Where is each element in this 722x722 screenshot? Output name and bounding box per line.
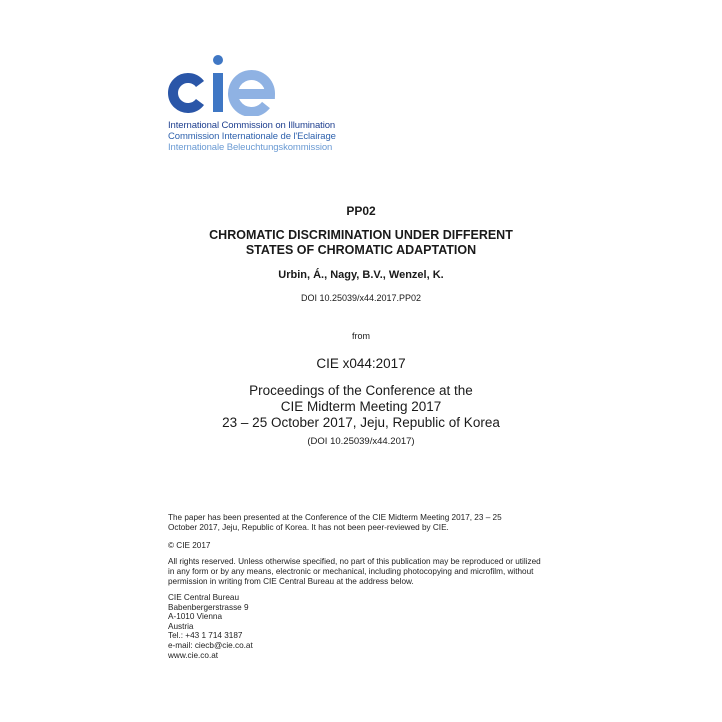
rights-statement-line-1: All rights reserved. Unless otherwise specified, no part of this publication may be reproduced or utilized <box>168 557 541 566</box>
publication-code: CIE x044:2017 <box>316 356 406 371</box>
organisation-name-english: International Commission on Illumination <box>168 120 336 131</box>
copyright-notice: © CIE 2017 <box>168 541 211 550</box>
from-label: from <box>352 331 370 341</box>
document-code: PP02 <box>346 204 376 218</box>
address-line: Austria <box>168 621 194 631</box>
rights-statement-line-3: permission in writing from CIE Central Bureau at the address below. <box>168 577 414 586</box>
proceedings-doi: (DOI 10.25039/x44.2017) <box>307 436 415 447</box>
rights-statement-line-2: in any form or by any means, electronic or mechanical, including photocopying and microfilm, without <box>168 567 534 576</box>
document-doi: DOI 10.25039/x44.2017.PP02 <box>300 293 422 303</box>
organisation-name-german: Internationale Beleuchtungskommission <box>168 142 333 153</box>
document-title-line-2: STATES OF CHROMATIC ADAPTATION <box>245 243 477 257</box>
peer-review-note-line-2: October 2017, Jeju, Republic of Korea. It has not been peer-reviewed by CIE. <box>168 523 449 532</box>
address-block <box>168 593 253 660</box>
organisation-name-french: Commission Internationale de l'Eclairage <box>168 131 336 142</box>
proceedings-line-2: CIE Midterm Meeting 2017 <box>280 399 442 414</box>
address-email: e-mail: ciecb@cie.co.at <box>168 640 253 650</box>
proceedings-line-1: Proceedings of the Conference at the <box>249 383 473 398</box>
address-line: CIE Central Bureau <box>168 593 239 602</box>
document-title-line-1: CHROMATIC DISCRIMINATION UNDER DIFFERENT <box>209 228 513 242</box>
address-website: www.cie.co.at <box>168 650 219 660</box>
proceedings-line-3: 23 – 25 October 2017, Jeju, Republic of Korea <box>222 415 500 430</box>
address-line: Babenbergerstrasse 9 <box>168 602 249 612</box>
cie-logo <box>166 54 278 116</box>
authors: Urbin, Á., Nagy, B.V., Wenzel, K. <box>278 269 444 281</box>
peer-review-note-line-1: The paper has been presented at the Conference of the CIE Midterm Meeting 2017, 23 – 25 <box>168 513 502 522</box>
address-phone: Tel.: +43 1 714 3187 <box>168 631 243 641</box>
address-line: A-1010 Vienna <box>168 612 223 622</box>
